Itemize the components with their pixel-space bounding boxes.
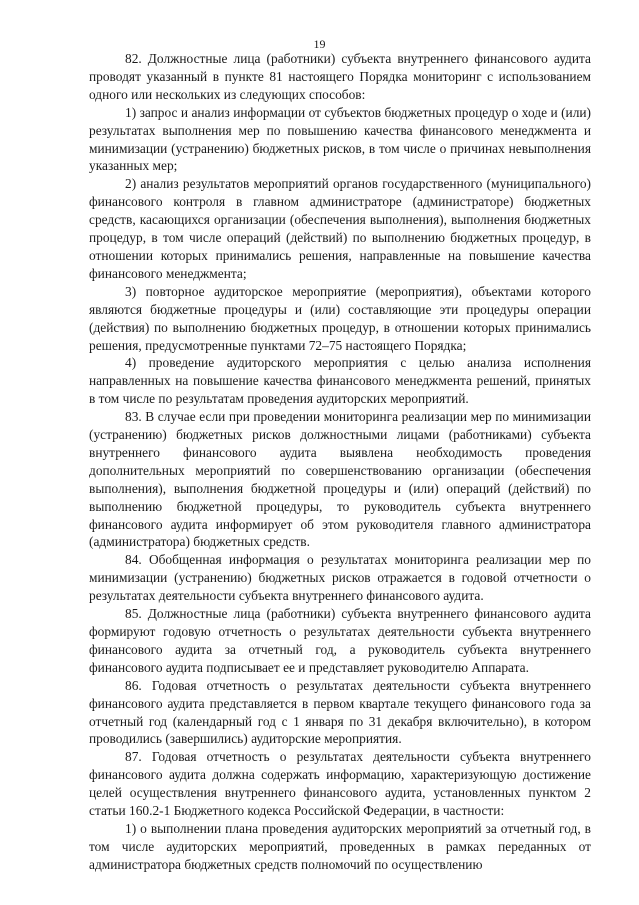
paragraph-85: 85. Должностные лица (работники) субъекта внутреннего финансового аудита формируют годовую отчетность о результатах деятельности субъекта внутреннего финансового аудита за отчетный год, а руководитель субъекта внутреннего финансового аудита подписывает ее и представляет руководителю Аппарата. [89,606,591,675]
paragraph-86: 86. Годовая отчетность о результатах деятельности субъекта внутреннего финансового аудита представляется в первом квартале текущего финансового года за отчетный год (календарный год с 1 января по 31 декабря включительно), в котором проводились (завершились) аудиторские мероприятия. [89,677,591,747]
paragraph-82-item-3: 3) повторное аудиторское мероприятие (мероприятия), объектами которого являются бюджетные процедуры и (или) составляющие эти процедуры операции (действия) по выполнению бюджетных процедур, в отношении которых принимались решения, предусмотренные пунктами 72–75 настоящего Порядка; [89,283,591,353]
page-number: 19 [313,37,326,51]
paragraph-82-item-4: 4) проведение аудиторского мероприятия с целью анализа исполнения направленных на повышение качества финансового менеджмента решений, принятых в том числе по результатам проведения аудиторских мероприятий. [89,355,591,407]
paragraph-87-item-1: 1) о выполнении плана проведения аудиторских мероприятий за отчетный год, в том числе аудиторских мероприятий, проведенных в рамках переданных от администратора бюджетных средств полномочий по осуществлению [89,820,591,872]
paragraph-82-item-2: 2) анализ результатов мероприятий органов государственного (муниципального) финансового контроля в главном администраторе (администраторе) бюджетных средств, касающихся организации (обеспечения выполнения), выполнения бюджетных процедур, в том числе операций (действий) по выполнению бюджетных процедур, в отношении которых принимались решения, направленные на повышение качества финансового менеджмента; [89,176,591,281]
paragraph-87: 87. Годовая отчетность о результатах деятельности субъекта внутреннего финансового аудита должна содержать информацию, характеризующую достижение целей осуществления внутреннего финансового аудита, установленных пунктом 2 статьи 160.2-1 Бюджетного кодекса Российской Федерации, в частности: [89,749,591,819]
paragraph-84: 84. Обобщенная информация о результатах мониторинга реализации мер по минимизации (устранению) бюджетных рисков отражается в годовой отчетности о результатах деятельности субъекта внутреннего финансового аудита. [89,552,591,604]
document-body [89,50,591,874]
paragraph-83: 83. В случае если при проведении мониторинга реализации мер по минимизации (устранению) бюджетных рисков должностными лицами (работниками) субъекта внутреннего финансового аудита выявлена необходимость проведения дополнительных мероприятий по совершенствованию организации (обеспечения выполнения), выполнения бюджетной процедуры и (или) операций (действий) по выполнению бюджетной процедуры, то руководитель субъекта внутреннего финансового аудита информирует об этом руководителя главного администратора (администратора) бюджетных средств. [89,409,591,550]
paragraph-82: 82. Должностные лица (работники) субъекта внутреннего финансового аудита проводят указанный в пункте 81 настоящего Порядка мониторинг с использованием одного или нескольких из следующих способов: [89,51,591,102]
paragraph-82-item-1: 1) запрос и анализ информации от субъектов бюджетных процедур о ходе и (или) результатах выполнения мер по повышению качества финансового менеджмента и минимизации (устранению) бюджетных рисков, в том числе о причинах невыполнения указанных мер; [89,104,591,174]
